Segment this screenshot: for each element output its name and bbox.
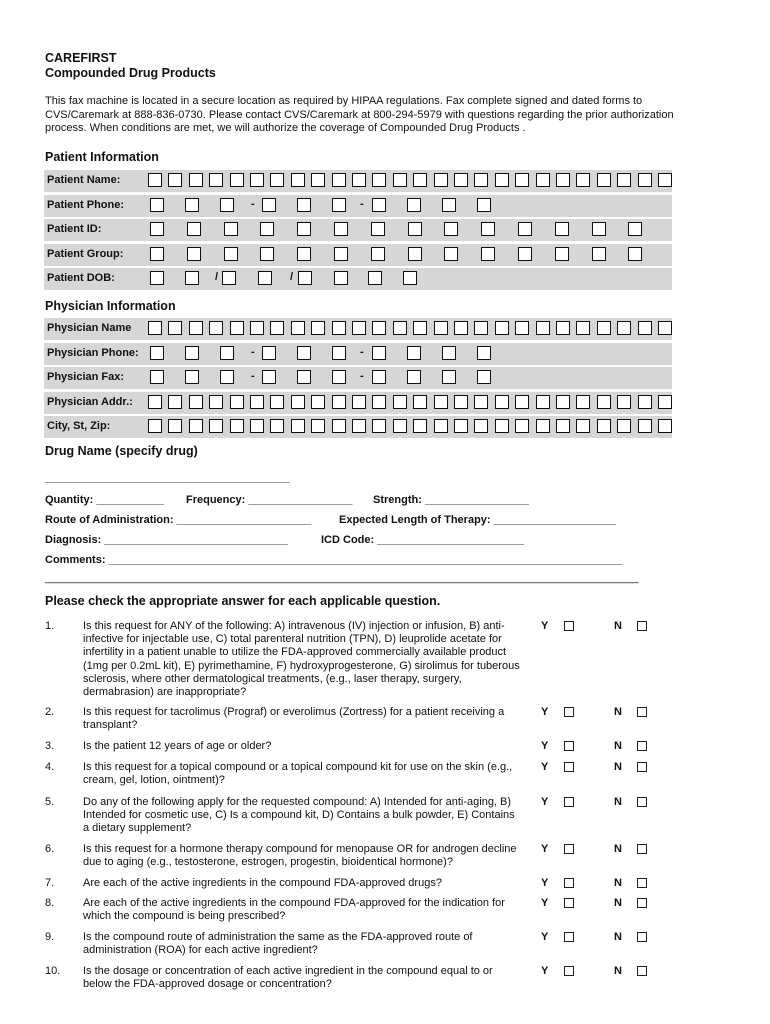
separator: / [290, 271, 294, 284]
no-checkbox[interactable] [637, 844, 647, 854]
entry-box[interactable] [185, 370, 199, 384]
entry-box[interactable] [555, 222, 569, 236]
no-checkbox[interactable] [637, 762, 647, 772]
icd-code-field[interactable]: ICD Code: ________________________ [321, 534, 525, 546]
entry-box[interactable] [224, 247, 238, 261]
question-text: Is the dosage or concentration of each active ingredient in the compound equal to or below the FDA-approved dosage or concentration? [83, 965, 493, 991]
entry-box[interactable] [189, 173, 203, 187]
no-checkbox[interactable] [637, 707, 647, 717]
patient-section-heading: Patient Information [45, 150, 159, 164]
field-label: Patient DOB: [47, 272, 115, 285]
entry-box[interactable] [332, 321, 346, 335]
question-number: 1. [45, 620, 55, 632]
entry-box[interactable] [270, 395, 284, 409]
entry-box[interactable] [597, 395, 611, 409]
entry-box[interactable] [556, 395, 570, 409]
form-row [44, 268, 672, 290]
form-row [44, 343, 672, 365]
entry-box[interactable] [368, 271, 382, 285]
entry-box[interactable] [372, 198, 386, 212]
entry-box[interactable] [185, 271, 199, 285]
entry-box[interactable] [291, 395, 305, 409]
entry-box[interactable] [638, 173, 652, 187]
form-row [44, 367, 672, 389]
no-label: N [614, 761, 622, 773]
no-label: N [614, 931, 622, 943]
entry-box[interactable] [372, 346, 386, 360]
entry-box[interactable] [332, 198, 346, 212]
no-label: N [614, 706, 622, 718]
entry-box[interactable] [434, 173, 448, 187]
entry-box[interactable] [150, 198, 164, 212]
entry-box[interactable] [413, 173, 427, 187]
entry-box[interactable] [576, 173, 590, 187]
separator: - [251, 345, 255, 358]
entry-box[interactable] [403, 271, 417, 285]
question-text: Are each of the active ingredients in the compound FDA-approved drugs? [83, 877, 442, 889]
no-checkbox[interactable] [637, 878, 647, 888]
entry-box[interactable] [393, 419, 407, 433]
entry-box[interactable] [413, 419, 427, 433]
entry-box[interactable] [407, 346, 421, 360]
entry-box[interactable] [481, 247, 495, 261]
entry-box[interactable] [189, 395, 203, 409]
entry-box[interactable] [442, 346, 456, 360]
questions-heading: Please check the appropriate answer for each applicable question. [45, 594, 441, 608]
yes-label: Y [541, 965, 549, 977]
no-checkbox[interactable] [637, 966, 647, 976]
entry-box[interactable] [185, 198, 199, 212]
entry-box[interactable] [148, 395, 162, 409]
entry-box[interactable] [617, 419, 631, 433]
entry-box[interactable] [556, 173, 570, 187]
strength-field[interactable]: Strength: _________________ [373, 494, 529, 506]
entry-box[interactable] [209, 419, 223, 433]
entry-box[interactable] [576, 395, 590, 409]
entry-box[interactable] [576, 321, 590, 335]
yes-checkbox[interactable] [564, 621, 574, 631]
entry-box[interactable] [150, 370, 164, 384]
entry-box[interactable] [454, 395, 468, 409]
entry-box[interactable] [407, 370, 421, 384]
entry-box[interactable] [187, 247, 201, 261]
entry-box[interactable] [220, 198, 234, 212]
entry-box[interactable] [372, 321, 386, 335]
intro-text: This fax machine is located in a secure location as required by HIPAA regulations. Fax complete signed and dated forms to CVS/Caremark at 888-836-0730. Please contact CVS/Caremark at 800-294-5979 with questions regarding the prior authorization process. When conditions are met, we will authorize the coverage of Compounded Drug Products . [45, 95, 674, 134]
entry-box[interactable] [311, 321, 325, 335]
entry-box[interactable] [658, 321, 672, 335]
no-checkbox[interactable] [637, 932, 647, 942]
entry-box[interactable] [536, 173, 550, 187]
yes-checkbox[interactable] [564, 932, 574, 942]
no-checkbox[interactable] [637, 797, 647, 807]
entry-box[interactable] [617, 173, 631, 187]
entry-box[interactable] [334, 222, 348, 236]
entry-box[interactable] [209, 173, 223, 187]
yes-checkbox[interactable] [564, 878, 574, 888]
entry-box[interactable] [150, 222, 164, 236]
entry-box[interactable] [250, 419, 264, 433]
entry-box[interactable] [168, 321, 182, 335]
entry-box[interactable] [477, 198, 491, 212]
entry-box[interactable] [297, 247, 311, 261]
entry-box[interactable] [536, 321, 550, 335]
entry-box[interactable] [297, 198, 311, 212]
entry-box[interactable] [442, 198, 456, 212]
entry-box[interactable] [250, 321, 264, 335]
question-text: Is this request for a topical compound or a topical compound kit for use on the skin (e.g., cream, gel, lotion, ointment)? [83, 761, 513, 787]
question-text: Do any of the following apply for the requested compound: A) Intended for anti-aging, B) Intended for cosmetic use, C) Is a compound kit, D) Contains a bulk powder, E) Contains a dietary supplement? [83, 796, 515, 835]
entry-box[interactable] [597, 173, 611, 187]
entry-box[interactable] [617, 395, 631, 409]
entry-box[interactable] [413, 395, 427, 409]
comments-field[interactable]: Comments: ____________________________________________________________________________________ [45, 554, 623, 566]
question-text: Are each of the active ingredients in the compound FDA-approved for the indication for which the compound is being prescribed? [83, 897, 505, 923]
entry-box[interactable] [407, 198, 421, 212]
entry-box[interactable] [148, 419, 162, 433]
no-checkbox[interactable] [637, 741, 647, 751]
no-label: N [614, 965, 622, 977]
entry-box[interactable] [334, 247, 348, 261]
question-number: 9. [45, 931, 55, 943]
question-text: Is this request for tacrolimus (Prograf) or everolimus (Zortress) for a patient receiving a transplant? [83, 706, 505, 732]
entry-box[interactable] [454, 419, 468, 433]
yes-label: Y [541, 897, 549, 909]
entry-box[interactable] [224, 222, 238, 236]
entry-box[interactable] [638, 395, 652, 409]
entry-box[interactable] [250, 395, 264, 409]
field-label: Physician Name [47, 322, 132, 334]
entry-box[interactable] [220, 346, 234, 360]
entry-box[interactable] [576, 419, 590, 433]
entry-box[interactable] [481, 222, 495, 236]
yes-label: Y [541, 740, 549, 752]
form-row [44, 318, 672, 340]
field-label: Physician Addr.: [47, 395, 133, 408]
frequency-field[interactable]: Frequency: _________________ [186, 494, 353, 506]
no-checkbox[interactable] [637, 898, 647, 908]
entry-box[interactable] [444, 222, 458, 236]
entry-box[interactable] [515, 173, 529, 187]
entry-box[interactable] [352, 395, 366, 409]
entry-box[interactable] [230, 321, 244, 335]
entry-box[interactable] [371, 247, 385, 261]
entry-box[interactable] [189, 321, 203, 335]
entry-box[interactable] [311, 173, 325, 187]
question-number: 10. [45, 965, 61, 977]
entry-box[interactable] [148, 173, 162, 187]
entry-box[interactable] [434, 419, 448, 433]
entry-box[interactable] [220, 370, 234, 384]
therapy-length-field[interactable]: Expected Length of Therapy: ____________________ [339, 514, 616, 526]
entry-box[interactable] [250, 173, 264, 187]
no-checkbox[interactable] [637, 621, 647, 631]
entry-box[interactable] [291, 419, 305, 433]
no-label: N [614, 740, 622, 752]
field-label: City, St, Zip: [47, 420, 111, 433]
entry-box[interactable] [454, 321, 468, 335]
no-label: N [614, 843, 622, 855]
field-label: Patient Phone: [47, 198, 125, 211]
entry-box[interactable] [408, 247, 422, 261]
entry-box[interactable] [371, 222, 385, 236]
entry-box[interactable] [291, 321, 305, 335]
entry-box[interactable] [262, 346, 276, 360]
entry-box[interactable] [189, 419, 203, 433]
entry-box[interactable] [592, 222, 606, 236]
org-name: CAREFIRST [45, 51, 117, 65]
entry-box[interactable] [297, 222, 311, 236]
form-row [44, 170, 672, 192]
separator: - [360, 197, 364, 210]
question-text: Is the compound route of administration the same as the FDA-approved route of administration (ROA) for each active ingredient? [83, 931, 473, 957]
entry-box[interactable] [628, 247, 642, 261]
entry-box[interactable] [352, 419, 366, 433]
form-row [44, 392, 672, 414]
yes-label: Y [541, 620, 549, 632]
entry-box[interactable] [148, 321, 162, 335]
entry-box[interactable] [556, 321, 570, 335]
separator: - [251, 370, 255, 383]
entry-box[interactable] [150, 271, 164, 285]
field-label: Patient ID: [47, 223, 102, 236]
entry-box[interactable] [311, 395, 325, 409]
entry-box[interactable] [230, 419, 244, 433]
entry-box[interactable] [258, 271, 272, 285]
entry-box[interactable] [518, 222, 532, 236]
entry-box[interactable] [311, 419, 325, 433]
yes-label: Y [541, 877, 549, 889]
entry-box[interactable] [332, 346, 346, 360]
entry-box[interactable] [515, 419, 529, 433]
entry-box[interactable] [515, 395, 529, 409]
field-label: Patient Group: [47, 247, 124, 260]
entry-box[interactable] [262, 198, 276, 212]
no-label: N [614, 620, 622, 632]
entry-box[interactable] [638, 419, 652, 433]
entry-box[interactable] [477, 346, 491, 360]
entry-box[interactable] [408, 222, 422, 236]
entry-box[interactable] [658, 395, 672, 409]
entry-box[interactable] [168, 419, 182, 433]
entry-box[interactable] [434, 321, 448, 335]
entry-box[interactable] [495, 173, 509, 187]
yes-checkbox[interactable] [564, 966, 574, 976]
comments-line-2[interactable]: _________________________________________________________________________________________________ [45, 572, 639, 584]
drug-section-heading: Drug Name (specify drug) [45, 444, 198, 458]
no-label: N [614, 796, 622, 808]
entry-box[interactable] [168, 173, 182, 187]
entry-box[interactable] [434, 395, 448, 409]
entry-box[interactable] [413, 321, 427, 335]
question-number: 8. [45, 897, 55, 909]
entry-box[interactable] [260, 222, 274, 236]
yes-checkbox[interactable] [564, 898, 574, 908]
entry-box[interactable] [209, 395, 223, 409]
separator: - [251, 197, 255, 210]
form-row [44, 219, 672, 241]
separator: - [360, 345, 364, 358]
entry-box[interactable] [222, 271, 236, 285]
entry-box[interactable] [444, 247, 458, 261]
question-text: Is this request for ANY of the following: A) intravenous (IV) injection or infusion, B) anti-infective for injectable use, C) total parenteral nutrition (TPN), D) leuprolide acetate for infertility in a patient unable to utilize the FDA-approved commercially available product (1mg per 0.2mL kit), E) pyrimethamine, F) hydroxyprogesterone, G) sirolimus for tuberous sclerosis, where other dermatological treatments, (e.g., laser therapy, surgery, dermabrasion) are inappropriate? [83, 620, 520, 699]
entry-box[interactable] [168, 395, 182, 409]
no-label: N [614, 897, 622, 909]
entry-box[interactable] [270, 173, 284, 187]
entry-box[interactable] [298, 271, 312, 285]
entry-box[interactable] [393, 173, 407, 187]
entry-box[interactable] [393, 321, 407, 335]
no-label: N [614, 877, 622, 889]
entry-box[interactable] [474, 419, 488, 433]
entry-box[interactable] [209, 321, 223, 335]
drug-name-field[interactable]: ________________________________________ [45, 472, 290, 484]
entry-box[interactable] [332, 395, 346, 409]
entry-box[interactable] [334, 271, 348, 285]
entry-box[interactable] [297, 370, 311, 384]
entry-box[interactable] [536, 419, 550, 433]
yes-checkbox[interactable] [564, 844, 574, 854]
entry-box[interactable] [495, 419, 509, 433]
entry-box[interactable] [352, 321, 366, 335]
form-row [44, 416, 672, 438]
entry-box[interactable] [291, 173, 305, 187]
entry-box[interactable] [352, 173, 366, 187]
entry-box[interactable] [617, 321, 631, 335]
entry-box[interactable] [454, 173, 468, 187]
entry-box[interactable] [270, 321, 284, 335]
diagnosis-field[interactable]: Diagnosis: ______________________________ [45, 534, 288, 546]
question-number: 2. [45, 706, 55, 718]
question-text: Is this request for a hormone therapy compound for menopause OR for androgen decline due to aging (e.g., testosterone, estrogen, progestin, bioidentical hormone)? [83, 843, 517, 869]
entry-box[interactable] [262, 370, 276, 384]
entry-box[interactable] [230, 395, 244, 409]
question-number: 7. [45, 877, 55, 889]
entry-box[interactable] [474, 395, 488, 409]
entry-box[interactable] [474, 321, 488, 335]
entry-box[interactable] [150, 247, 164, 261]
yes-label: Y [541, 843, 549, 855]
entry-box[interactable] [297, 346, 311, 360]
entry-box[interactable] [393, 395, 407, 409]
entry-box[interactable] [332, 173, 346, 187]
field-label: Physician Phone: [47, 346, 139, 359]
physician-section-heading: Physician Information [45, 299, 176, 313]
entry-box[interactable] [150, 346, 164, 360]
field-label: Physician Fax: [47, 371, 125, 384]
field-label: Patient Name: [47, 174, 121, 186]
entry-box[interactable] [260, 247, 274, 261]
entry-box[interactable] [372, 395, 386, 409]
entry-box[interactable] [628, 222, 642, 236]
yes-label: Y [541, 761, 549, 773]
yes-checkbox[interactable] [564, 762, 574, 772]
form-title: Compounded Drug Products [45, 66, 216, 80]
question-text: Is the patient 12 years of age or older? [83, 740, 272, 752]
entry-box[interactable] [230, 173, 244, 187]
entry-box[interactable] [372, 173, 386, 187]
entry-box[interactable] [597, 419, 611, 433]
separator: - [360, 370, 364, 383]
question-number: 4. [45, 761, 55, 773]
entry-box[interactable] [495, 395, 509, 409]
question-number: 6. [45, 843, 55, 855]
form-row [44, 244, 672, 266]
entry-box[interactable] [536, 395, 550, 409]
entry-box[interactable] [332, 370, 346, 384]
entry-box[interactable] [372, 370, 386, 384]
entry-box[interactable] [638, 321, 652, 335]
entry-box[interactable] [372, 419, 386, 433]
yes-label: Y [541, 706, 549, 718]
entry-box[interactable] [555, 247, 569, 261]
entry-box[interactable] [518, 247, 532, 261]
entry-box[interactable] [187, 222, 201, 236]
entry-box[interactable] [597, 321, 611, 335]
question-number: 3. [45, 740, 55, 752]
route-field[interactable]: Route of Administration: ______________________ [45, 514, 312, 526]
entry-box[interactable] [658, 419, 672, 433]
entry-box[interactable] [442, 370, 456, 384]
entry-box[interactable] [515, 321, 529, 335]
entry-box[interactable] [185, 346, 199, 360]
yes-checkbox[interactable] [564, 741, 574, 751]
yes-checkbox[interactable] [564, 707, 574, 717]
yes-checkbox[interactable] [564, 797, 574, 807]
quantity-field[interactable]: Quantity: ___________ [45, 494, 164, 506]
yes-label: Y [541, 796, 549, 808]
entry-box[interactable] [270, 419, 284, 433]
entry-box[interactable] [658, 173, 672, 187]
entry-box[interactable] [474, 173, 488, 187]
entry-box[interactable] [495, 321, 509, 335]
form-row [44, 195, 672, 217]
entry-box[interactable] [477, 370, 491, 384]
separator: / [215, 271, 219, 284]
entry-box[interactable] [332, 419, 346, 433]
entry-box[interactable] [592, 247, 606, 261]
entry-box[interactable] [556, 419, 570, 433]
yes-label: Y [541, 931, 549, 943]
question-number: 5. [45, 796, 55, 808]
